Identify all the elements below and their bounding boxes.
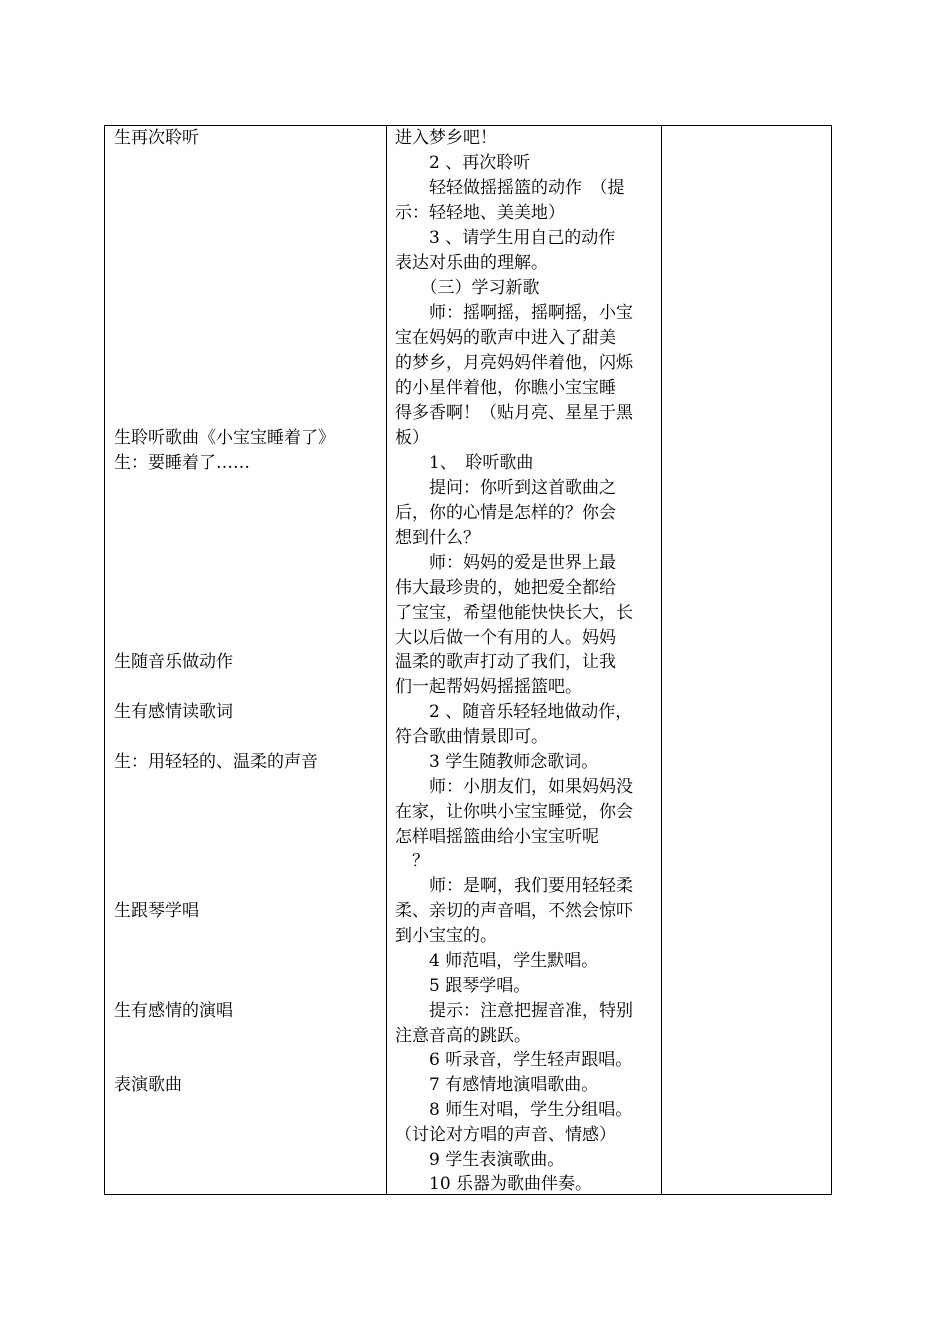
column-divider (386, 126, 387, 1194)
teacher-line: 得多香啊！（贴月亮、星星于黑 (395, 403, 633, 423)
teacher-activity-column (395, 126, 659, 1194)
teacher-line: 师：妈妈的爱是世界上最 (395, 553, 616, 573)
teacher-line: 表达对乐曲的理解。 (395, 253, 548, 273)
teacher-line: 示：轻轻地、美美地） (395, 203, 565, 223)
student-line: 生：要睡着了…… (114, 453, 250, 473)
teacher-line: 们一起帮妈妈摇摇篮吧。 (395, 677, 582, 697)
student-line: 生随音乐做动作 (114, 652, 233, 672)
teacher-line: 了宝宝，希望他能快快长大，长 (395, 603, 633, 623)
student-line: 表演歌曲 (114, 1075, 182, 1095)
teacher-line: 注意音高的跳跃。 (395, 1026, 531, 1046)
student-line: 生有感情读歌词 (114, 702, 233, 722)
teacher-line: 师：是啊，我们要用轻轻柔 (395, 876, 633, 896)
teacher-line: 3 学生随教师念歌词。 (395, 752, 599, 772)
lesson-table (104, 125, 832, 1195)
teacher-line: 温柔的歌声打动了我们，让我 (395, 652, 616, 672)
teacher-line: 的梦乡，月亮妈妈伴着他，闪烁 (395, 353, 633, 373)
teacher-line: 后，你的心情是怎样的？你会 (395, 503, 616, 523)
teacher-line: 10 乐器为歌曲伴奏。 (395, 1174, 593, 1194)
student-line: 生跟琴学唱 (114, 901, 199, 921)
student-line: 生再次聆听 (114, 128, 199, 148)
teacher-line: 进入梦乡吧！ (395, 128, 497, 148)
student-line: 生聆听歌曲《小宝宝睡着了》 (114, 428, 335, 448)
teacher-line: 板） (395, 428, 429, 448)
teacher-line: 符合歌曲情景即可。 (395, 727, 548, 747)
teacher-line: 师：小朋友们，如果妈妈没 (395, 777, 633, 797)
teacher-line: 7 有感情地演唱歌曲。 (395, 1075, 599, 1095)
teacher-line: ？ (395, 851, 429, 871)
teacher-line: 大以后做一个有用的人。妈妈 (395, 628, 616, 648)
column-divider (661, 126, 662, 1194)
teacher-line: 想到什么？ (395, 528, 480, 548)
teacher-line: 2 、随音乐轻轻地做动作， (395, 702, 633, 722)
teacher-line: 6 听录音，学生轻声跟唱。 (395, 1050, 633, 1070)
teacher-line: 的小星伴着他，你瞧小宝宝睡 (395, 378, 616, 398)
teacher-line: （三）学习新歌 (395, 278, 540, 298)
notes-column (670, 126, 830, 1194)
teacher-line: 怎样唱摇篮曲给小宝宝听呢 (395, 827, 599, 847)
teacher-line: 9 学生表演歌曲。 (395, 1150, 565, 1170)
teacher-line: 宝在妈妈的歌声中进入了甜美 (395, 328, 616, 348)
teacher-line: 伟大最珍贵的，她把爱全都给 (395, 578, 616, 598)
teacher-line: 3 、请学生用自己的动作 (395, 228, 616, 248)
student-activity-column (114, 126, 384, 1194)
teacher-line: 1、 聆听歌曲 (395, 453, 534, 473)
teacher-line: 4 师范唱，学生默唱。 (395, 951, 599, 971)
teacher-line: 柔、亲切的声音唱，不然会惊吓 (395, 901, 633, 921)
teacher-line: 2 、再次聆听 (395, 153, 531, 173)
teacher-line: 5 跟琴学唱。 (395, 976, 531, 996)
teacher-line: 在家，让你哄小宝宝睡觉，你会 (395, 802, 633, 822)
teacher-line: （讨论对方唱的声音、情感） (395, 1125, 616, 1145)
teacher-line: 到小宝宝的。 (395, 926, 497, 946)
student-line: 生：用轻轻的、温柔的声音 (114, 752, 318, 772)
teacher-line: 提示：注意把握音准，特别 (395, 1001, 633, 1021)
teacher-line: 8 师生对唱，学生分组唱。 (395, 1100, 633, 1120)
teacher-line: 轻轻做摇摇篮的动作 （提 (395, 178, 625, 198)
teacher-line: 提问：你听到这首歌曲之 (395, 478, 616, 498)
student-line: 生有感情的演唱 (114, 1001, 233, 1021)
teacher-line: 师：摇啊摇，摇啊摇，小宝 (395, 303, 633, 323)
